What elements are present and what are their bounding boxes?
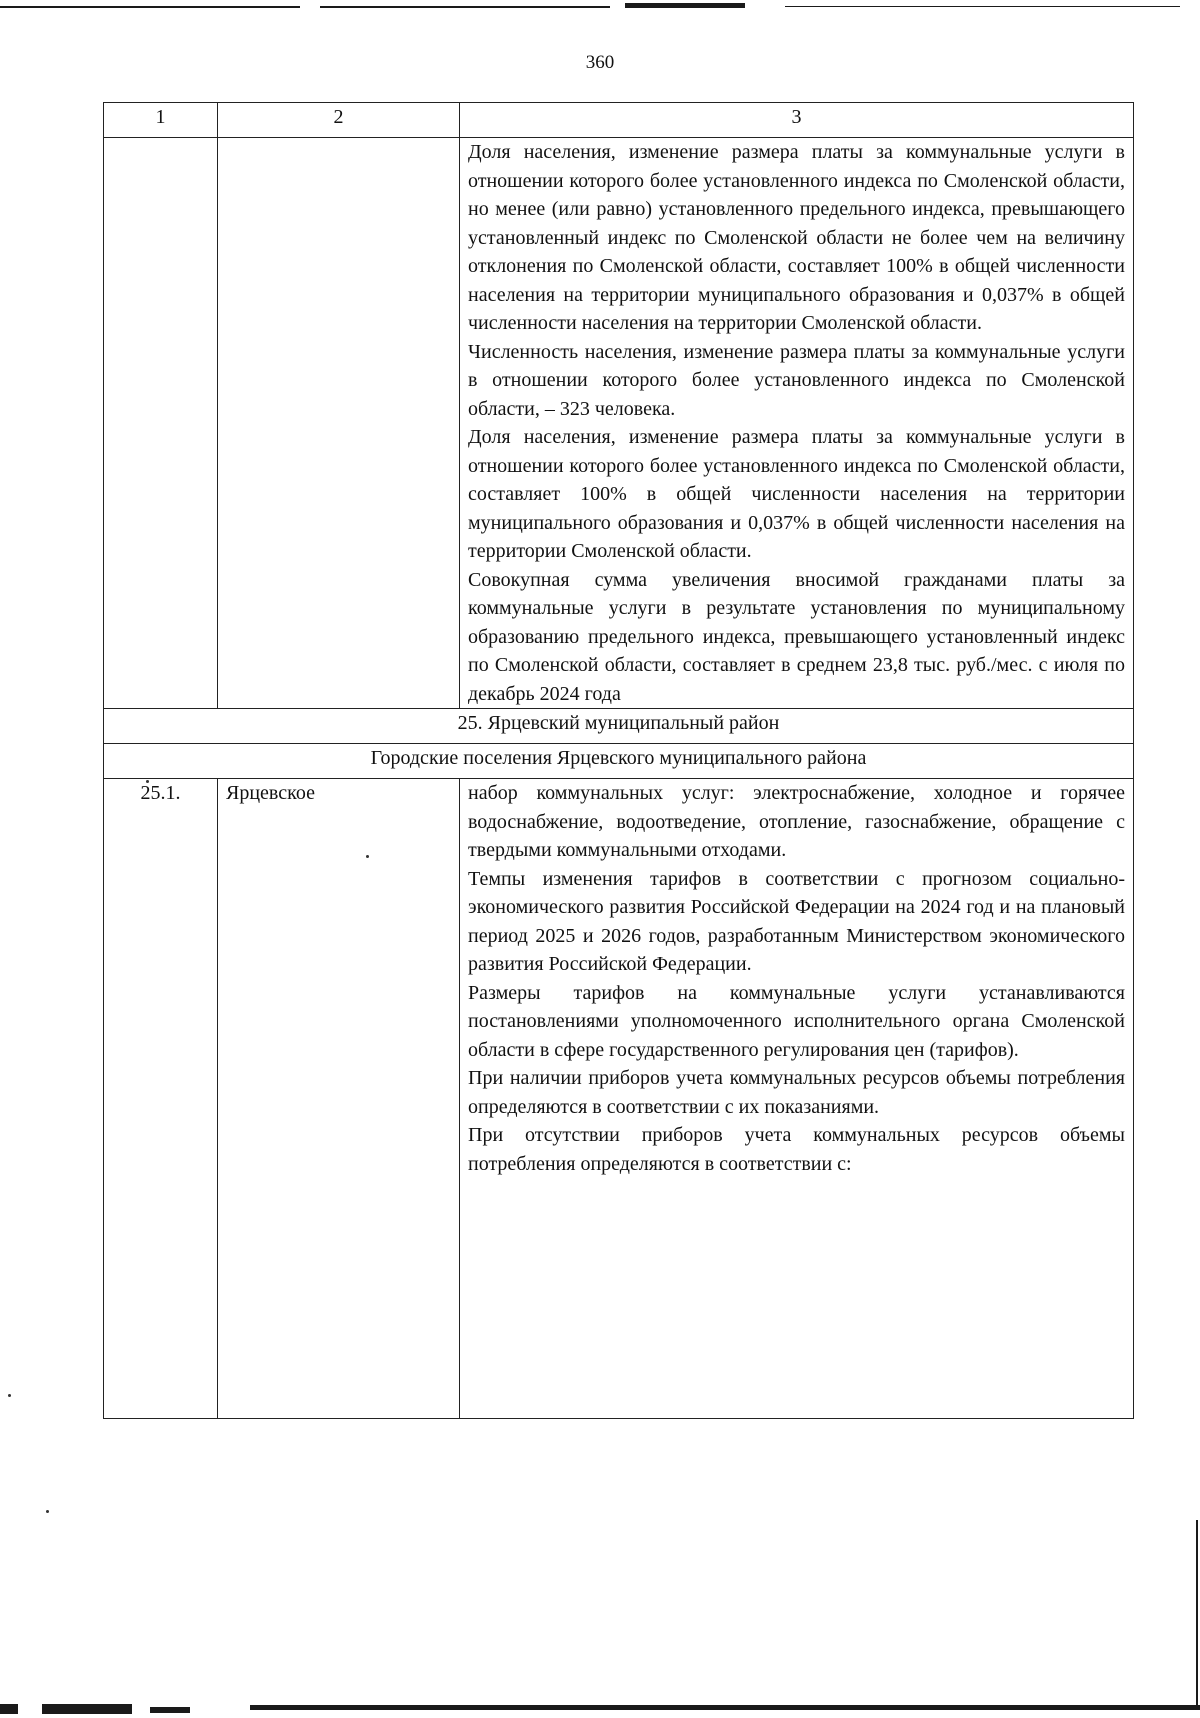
paragraph: Размеры тарифов на коммунальные услуги устанавливаются постановлениями уполномоченного исполнительного органа Смоленской области в сфере государственного регулирования цен (тарифов). bbox=[468, 981, 1125, 1061]
scan-bottom-mark-2 bbox=[42, 1704, 132, 1714]
table-header-row bbox=[104, 103, 1134, 138]
paragraph: Численность населения, изменение размера платы за коммунальные услуги в отношении которого более установленного индекса по Смоленской области, – 323 человека. bbox=[468, 340, 1125, 420]
page-number: 360 bbox=[585, 52, 615, 73]
scan-top-line-left bbox=[0, 6, 300, 8]
table-row-25-1 bbox=[104, 779, 1134, 1419]
subsection-row bbox=[104, 744, 1134, 779]
cell-name-empty bbox=[218, 138, 460, 709]
section-title: 25. Ярцевский муниципальный район bbox=[104, 709, 1134, 744]
scan-top-line-bold bbox=[625, 3, 745, 8]
cell-description bbox=[460, 779, 1134, 1419]
section-row bbox=[104, 709, 1134, 744]
scan-bottom-mark-1 bbox=[0, 1704, 18, 1714]
paragraph: Совокупная сумма увеличения вносимой гражданами платы за коммунальные услуги в результате установления по муниципальному образованию предельного индекса, превышающего установленный индекс по Смоленской области, составляет в среднем 23,8 тыс. руб./мес. с июля по декабрь 2024 года bbox=[468, 568, 1125, 705]
document-table bbox=[103, 102, 1134, 1419]
cell-description bbox=[460, 138, 1134, 709]
scan-top-line-middle bbox=[320, 6, 610, 8]
scan-bottom-line bbox=[250, 1705, 1200, 1710]
column-header-2: 2 bbox=[218, 103, 460, 138]
subsection-title: Городские поселения Ярцевского муниципального района bbox=[104, 744, 1134, 779]
table-row-continued bbox=[104, 138, 1134, 709]
scan-right-edge bbox=[1196, 1520, 1198, 1710]
paragraph: набор коммунальных услуг: электроснабжение, холодное и горячее водоснабжение, водоотведение, отопление, газоснабжение, обращение с твердыми коммунальными отходами. bbox=[468, 782, 1125, 861]
scan-top-line-right bbox=[785, 6, 1180, 7]
column-header-3: 3 bbox=[460, 103, 1134, 138]
scan-speck bbox=[8, 1394, 11, 1397]
paragraph: Темпы изменения тарифов в соответствии с прогнозом социально-экономического развития Российской Федерации на 2024 год и на плановый период 2025 и 2026 годов, разработанным Министерством экономического развития Российской Федерации. bbox=[468, 867, 1125, 975]
paragraph: При отсутствии приборов учета коммунальных ресурсов объемы потребления определяются в соответствии с: bbox=[468, 1124, 1125, 1175]
paragraph: Доля населения, изменение размера платы за коммунальные услуги в отношении которого более установленного индекса по Смоленской области, но менее (или равно) установленного предельного индекса, превышающего установленный индекс по Смоленской области не более чем на величину отклонения по Смоленской области, составляет 100% в общей численности населения на территории муниципального образования и 0,037% в общей численности населения на территории Смоленской области. bbox=[468, 141, 1125, 334]
paragraph: При наличии приборов учета коммунальных ресурсов объемы потребления определяются в соответствии с их показаниями. bbox=[468, 1067, 1125, 1118]
scan-speck bbox=[46, 1510, 49, 1513]
paragraph: Доля населения, изменение размера платы за коммунальные услуги в отношении которого более установленного индекса по Смоленской области, составляет 100% в общей численности населения на территории муниципального образования и 0,037% в общей численности населения на территории Смоленской области. bbox=[468, 426, 1125, 562]
cell-name: Ярцевское bbox=[218, 779, 460, 1419]
cell-number-empty bbox=[104, 138, 218, 709]
column-header-1: 1 bbox=[104, 103, 218, 138]
cell-number: 25.1. bbox=[104, 779, 218, 1419]
scan-bottom-mark-3 bbox=[150, 1707, 190, 1713]
